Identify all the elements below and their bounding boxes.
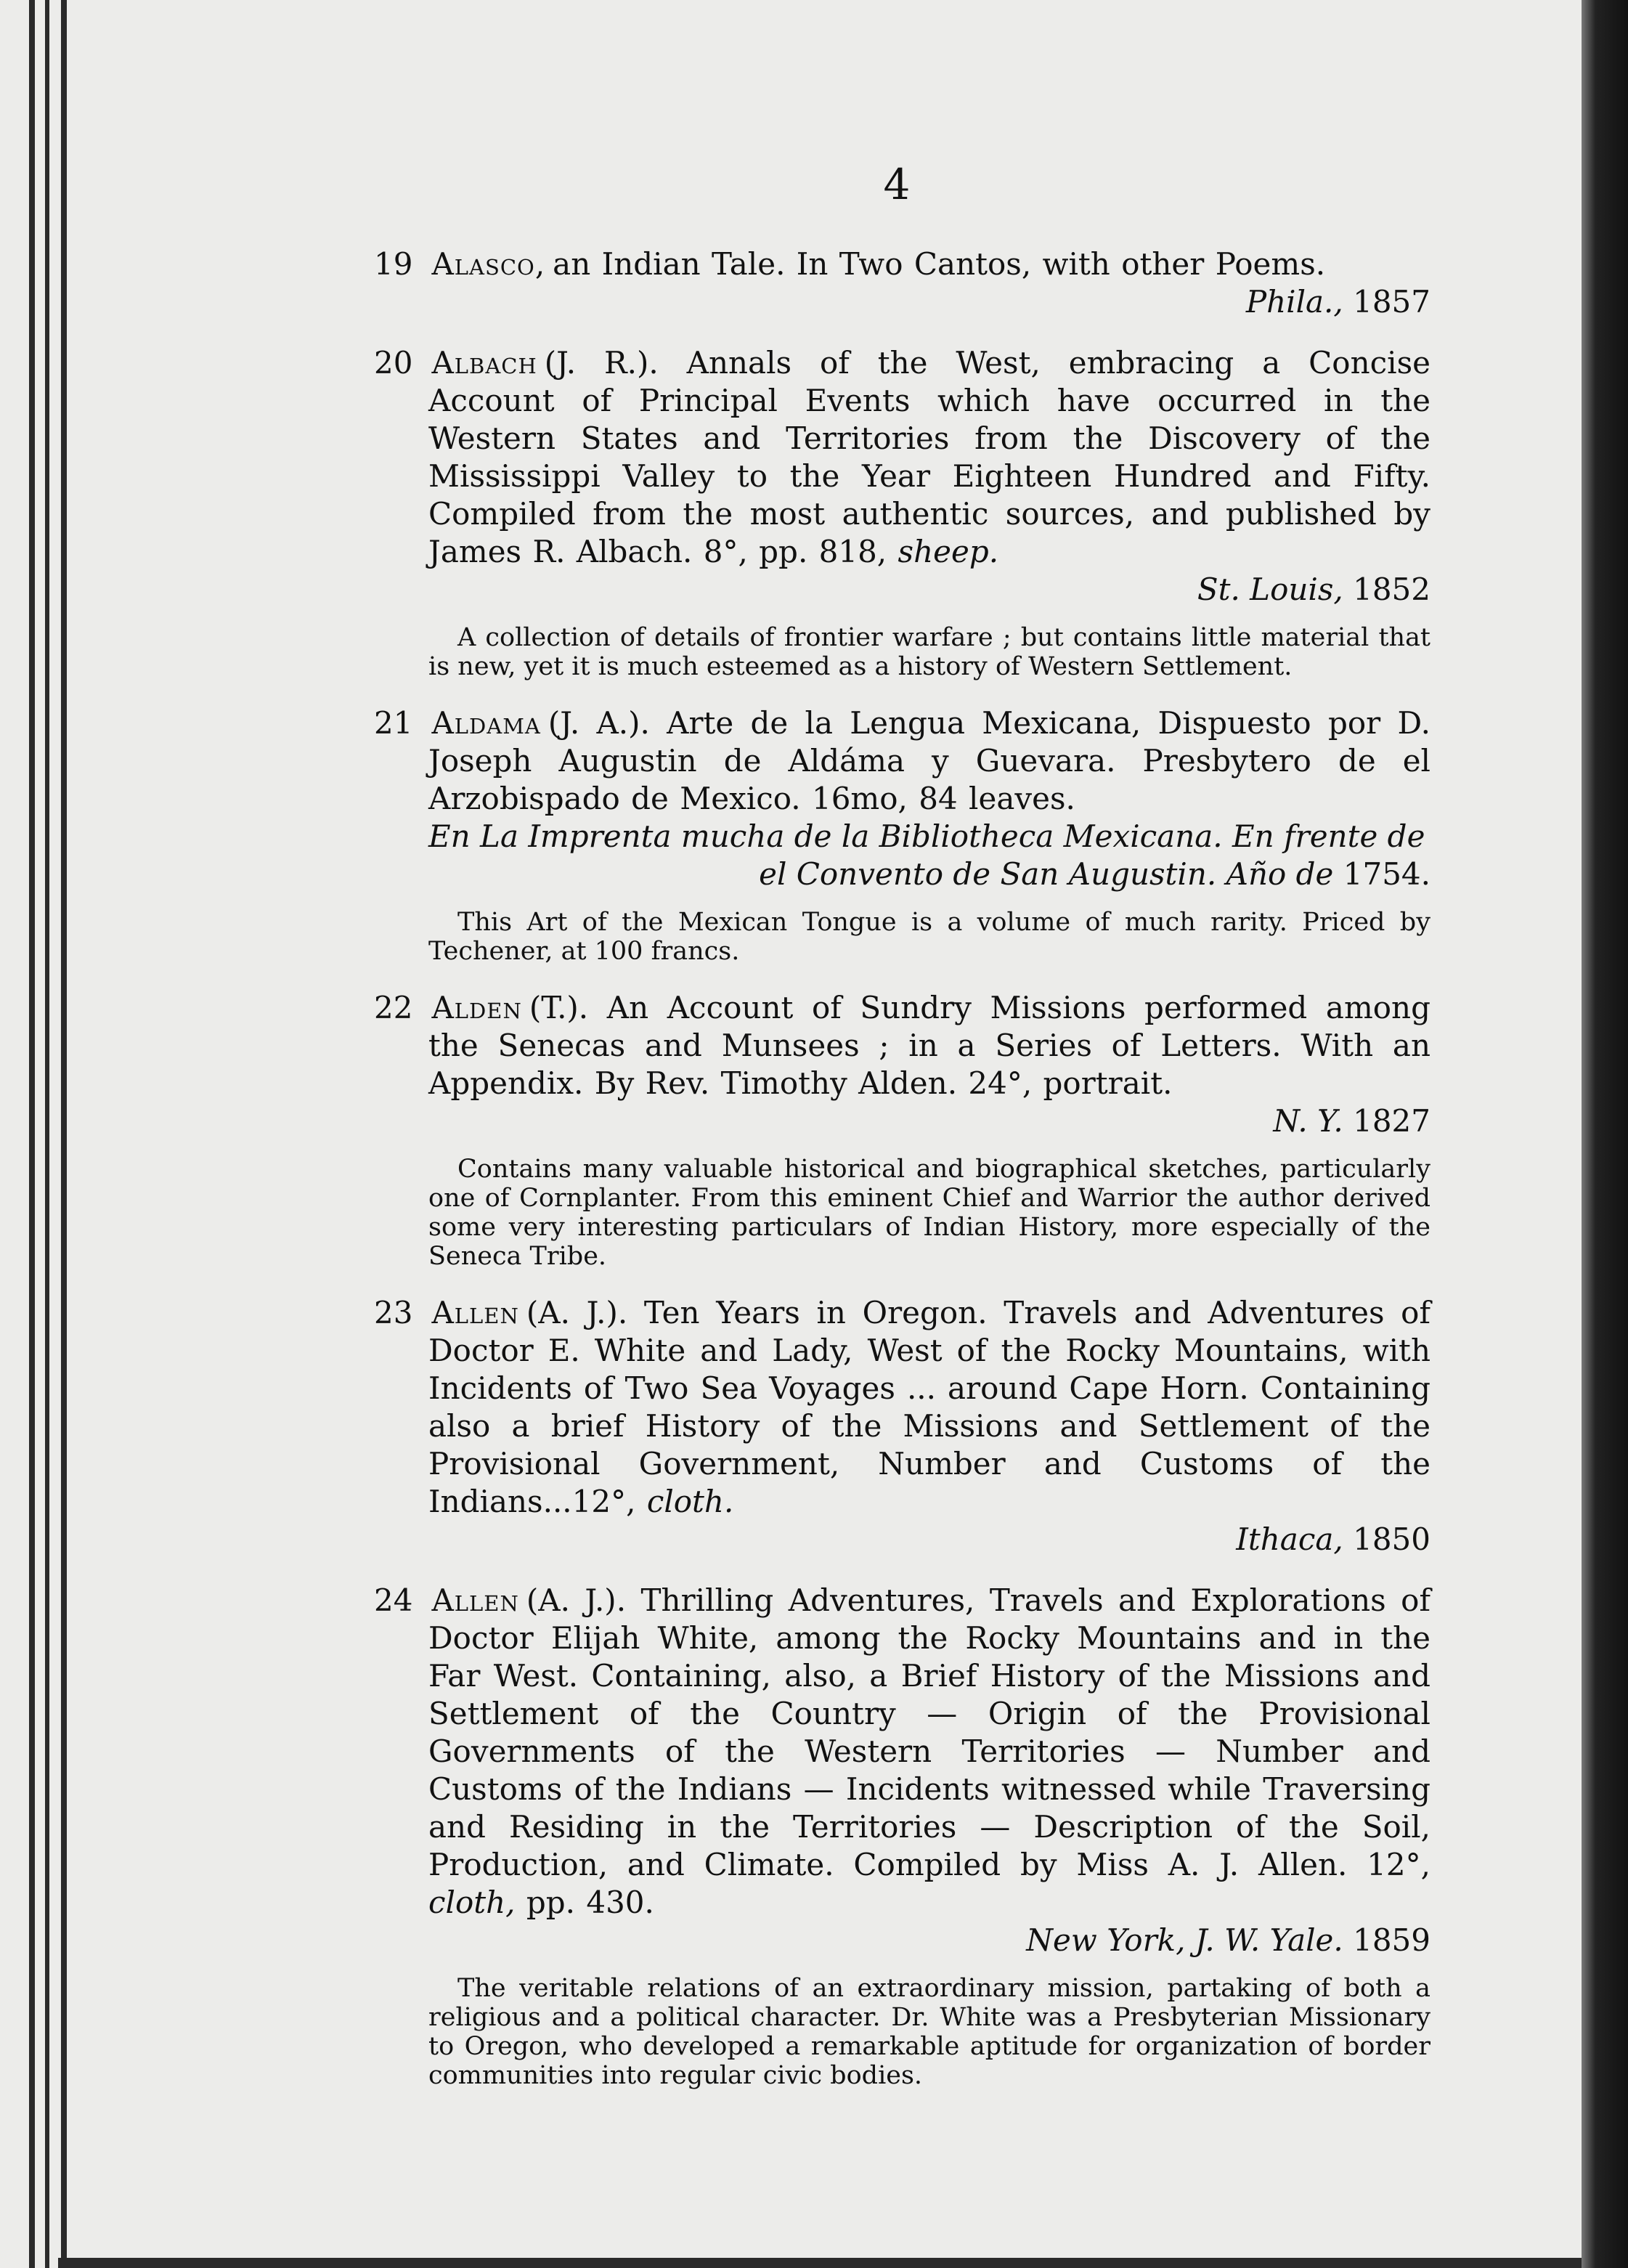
entry-pages: pp. 430. — [526, 1885, 654, 1920]
entry-note: The veritable relations of an extraordinary mission, partaking of both a religious and a political character. Dr. White was a Presbyterian Missionary to Oregon, who developed a remarkable aptitude for organization of border communities into regular civic bodies. — [428, 1974, 1430, 2090]
imprint-place: New York, J. W. Yale. — [1026, 1922, 1343, 1958]
imprint-year: 1859 — [1353, 1922, 1430, 1958]
catalog-entry — [374, 1582, 1430, 2090]
entry-text — [374, 1582, 1430, 1922]
page-edge-line — [45, 0, 49, 2268]
entry-imprint — [385, 1521, 1430, 1558]
entry-imprint — [385, 855, 1430, 893]
imprint-year: 1754. — [1343, 856, 1430, 892]
catalog-entry — [374, 704, 1430, 966]
entry-text — [374, 344, 1430, 571]
entry-number: 23 — [374, 1295, 413, 1330]
entry-title: (A. J.). Ten Years in Oregon. Travels and Adventures of Doctor E. White and Lady, West of the Rocky Mountains, with Incidents of Two Sea Voyages ... around Cape Horn. Containing also a brief History of the Missions and Settlement of the Provisional Government, Number and Customs of the Indians...12°, — [428, 1295, 1430, 1519]
entry-note: Contains many valuable historical and biographical sketches, particularly one of Cornplanter. From this eminent Chief and Warrior the author derived some very interesting particulars of Indian History, more especially of the Seneca Tribe. — [428, 1155, 1430, 1271]
entry-author: Aldama — [431, 705, 541, 741]
imprint-year: 1852 — [1353, 572, 1430, 607]
imprint-year: 1850 — [1353, 1521, 1430, 1557]
entry-imprint — [385, 1102, 1430, 1140]
entry-author: Alden — [431, 990, 522, 1025]
catalog-entry — [374, 344, 1430, 681]
entry-imprint — [385, 1922, 1430, 1959]
entry-author: Alasco, — [431, 246, 546, 282]
entry-title: (J. R.). Annals of the West, embracing a Concise Account of Principal Events which have occurred in the Western States and Territories from the Discovery of the Mississippi Valley to the Year Eighteen Hundred and Fifty. Compiled from the most authentic sources, and published by James R. Albach. 8°, pp. 818, — [428, 345, 1430, 569]
entry-number: 19 — [374, 246, 413, 282]
imprint-line-1: En La Imprenta mucha de la Bibliotheca Mexicana. En frente de — [428, 818, 1425, 854]
entry-number: 21 — [374, 705, 413, 741]
page-bottom-edge — [58, 2258, 1582, 2268]
imprint-place: Ithaca, — [1236, 1521, 1343, 1557]
imprint-year: 1827 — [1353, 1103, 1430, 1139]
imprint-place: St. Louis, — [1197, 572, 1343, 607]
entry-binding: sheep. — [898, 534, 999, 569]
imprint-place: Phila., — [1245, 284, 1343, 320]
entry-title: (J. A.). Arte de la Lengua Mexicana, Dispuesto por D. Joseph Augustin de Aldáma y Guevara. Presbytero de el Arzobispado de Mexico. 16mo, 84 leaves. — [428, 705, 1430, 816]
imprint-place: N. Y. — [1273, 1103, 1343, 1139]
entry-text — [374, 245, 1430, 283]
page-number: 4 — [883, 160, 911, 209]
entry-title: (T.). An Account of Sundry Missions performed among the Senecas and Munsees ; in a Series of Letters. With an Appendix. By Rev. Timothy Alden. 24°, portrait. — [428, 990, 1430, 1101]
page-edge-line — [61, 0, 67, 2268]
entry-text — [374, 1294, 1430, 1521]
entry-binding: cloth. — [646, 1484, 734, 1519]
imprint-year: 1857 — [1353, 284, 1430, 320]
entry-number: 22 — [374, 990, 413, 1025]
entry-imprint — [385, 818, 1430, 855]
entry-text — [374, 989, 1430, 1102]
imprint-line-2: el Convento de San Augustin. Año de — [759, 856, 1334, 892]
page-content — [374, 160, 1430, 2113]
entry-note: This Art of the Mexican Tongue is a volume of much rarity. Priced by Techener, at 100 francs. — [428, 908, 1430, 966]
entry-number: 20 — [374, 345, 413, 381]
entry-text — [374, 704, 1430, 818]
page-edge-line — [29, 0, 35, 2268]
catalog-entry — [374, 989, 1430, 1271]
entry-title: (A. J.). Thrilling Adventures, Travels and Explorations of Doctor Elijah White, among the Rocky Mountains and in the Far West. Containing, also, a Brief History of the Missions and Settlement of the Country — Origin of the Provisional Governments of the Western Territories — Number and Customs of the Indians — Incidents witnessed while Traversing and Residing in the Territories — Description of the Soil, Production, and Climate. Compiled by Miss A. J. Allen. 12°, — [428, 1582, 1430, 1882]
catalog-entry — [374, 245, 1430, 321]
entry-number: 24 — [374, 1582, 413, 1618]
entry-note: A collection of details of frontier warfare ; but contains little material that is new, yet it is much esteemed as a history of Western Settlement. — [428, 623, 1430, 681]
entry-binding: cloth, — [428, 1885, 516, 1920]
catalog-entry — [374, 1294, 1430, 1558]
entry-author: Allen — [431, 1582, 519, 1618]
entry-author: Allen — [431, 1295, 519, 1330]
page-edge-shadow — [1582, 0, 1628, 2268]
entry-imprint — [385, 283, 1430, 321]
entry-imprint — [385, 571, 1430, 609]
entry-author: Albach — [431, 345, 537, 381]
entry-title: an Indian Tale. In Two Cantos, with other Poems. — [553, 246, 1326, 282]
